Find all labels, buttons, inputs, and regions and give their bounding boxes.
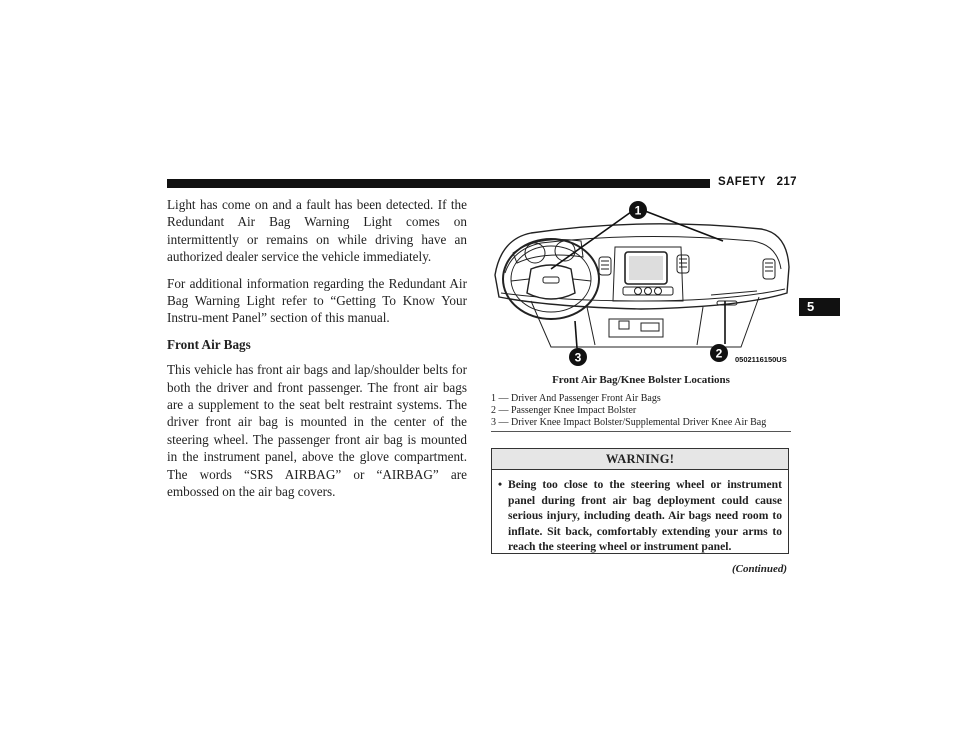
header-section: SAFETY: [718, 176, 766, 188]
callout-3: 3: [574, 350, 582, 365]
continued-note: (Continued): [732, 563, 788, 575]
header-page-number: 217: [776, 176, 797, 188]
warning-box: [491, 448, 789, 554]
warning-title: WARNING!: [492, 449, 788, 470]
figure-code: 0502116150US: [735, 355, 787, 364]
legend-rule: [491, 431, 791, 432]
paragraph-front-air-bags: This vehicle has front air bags and lap/shoulder belts for both the driver and front passenger. The front air bags are a supplement to the seat belt restraint systems. The driver front air bag is mounted in the center of the steering wheel. The passenger front air bag is mounted in the instrument panel, above the glove compartment. The words “SRS AIRBAG” or “AIRBAG” are embossed on the air bag covers.: [167, 362, 467, 500]
body-text-column: [167, 196, 467, 510]
paragraph-warning-light: Light has come on and a fault has been detected. If the Redundant Air Bag Warning Light comes on intermittently or remains on while driving have an authorized dealer service the vehicle immediately.: [167, 197, 467, 265]
legend-item: 2 — Passenger Knee Impact Bolster: [491, 405, 637, 417]
figure-legend: [491, 393, 791, 430]
callout-2: 2: [715, 346, 723, 361]
section-heading: Front Air Bags: [167, 336, 251, 352]
warning-text: Being too close to the steering wheel or instrument panel during front air bag deployment could cause serious injury, including death. Air bags need room to inflate. Sit back, comfortably extending your arms to reach the steering wheel or instrument panel.: [508, 478, 782, 554]
callout-1: 1: [634, 203, 642, 218]
dashboard-illustration: [491, 197, 791, 367]
legend-item: 3 — Driver Knee Impact Bolster/Supplemental Driver Knee Air Bag: [491, 417, 767, 429]
figure-caption: Front Air Bag/Knee Bolster Locations: [552, 374, 730, 386]
warning-body: [492, 470, 788, 555]
bullet-icon: •: [498, 478, 503, 491]
chapter-tab: 5: [799, 298, 840, 316]
legend-item: 1 — Driver And Passenger Front Air Bags: [491, 393, 661, 404]
running-header: [718, 176, 797, 188]
header-rule: [167, 179, 710, 188]
paragraph-additional-info: For additional information regarding the Redundant Air Bag Warning Light refer to “Getting To Know Your Instru-ment Panel” section of this manual.: [167, 275, 467, 326]
